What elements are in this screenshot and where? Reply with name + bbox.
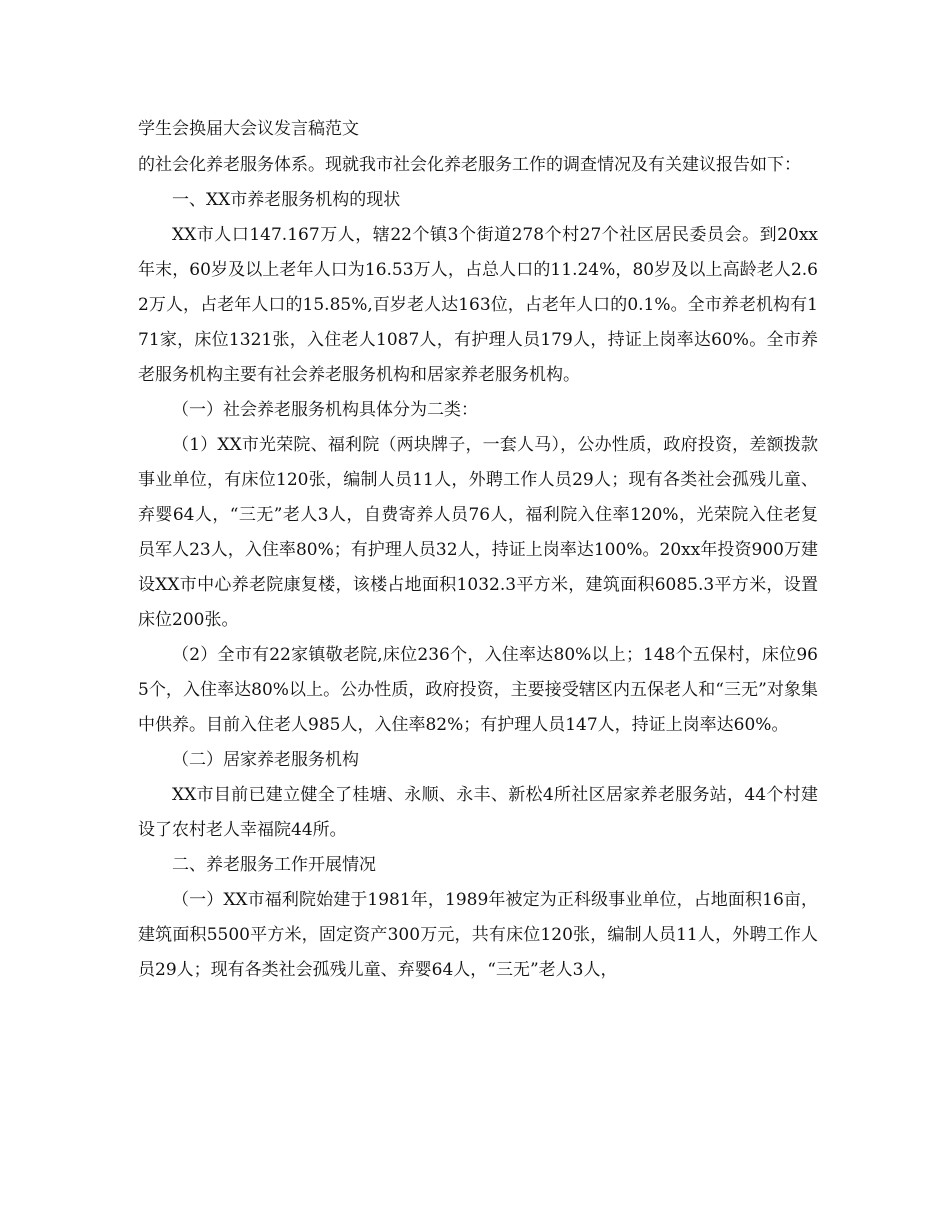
paragraph: （一）XX市福利院始建于1981年，1989年被定为正科级事业单位，占地面积16亩，建筑面积5500平方米，固定资产300万元，共有床位120张，编制人员11人，外聘工作人员29人；现有各类社会孤残儿童、弃婴64人，“三无”老人3人， — [138, 890, 818, 980]
paragraph: （1）XX市光荣院、福利院（两块牌子，一套人马），公办性质，政府投资，差额拨款事业单位，有床位120张，编制人员11人，外聘工作人员29人；现有各类社会孤残儿童、弃婴64人，“三无”老人3人，自费寄养人员76人，福利院入住率120%，光荣院入住老复员军人23人，入住率80%；有护理人员32人，持证上岗率达100%。20xx年投资900万建设XX市中心养老院康复楼，该楼占地面积1032.3平方米，建筑面积6085.3平方米，设置床位200张。 — [138, 435, 818, 630]
paragraph: 二、养老服务工作开展情况 — [172, 855, 376, 875]
paragraph: （一）社会养老服务机构具体分为二类： — [172, 400, 478, 420]
document-title: 学生会换届大会议发言稿范文 — [138, 119, 359, 139]
paragraph: 一、XX市养老服务机构的现状 — [172, 190, 401, 210]
paragraph: （2）全市有22家镇敬老院,床位236个，入住率达80%以上；148个五保村，床位965个，入住率达80%以上。公办性质，政府投资，主要接受辖区内五保老人和“三无”对象集中供养。目前入住老人985人，入住率82%；有护理人员147人，持证上岗率达60%。 — [138, 645, 818, 735]
document-body — [138, 148, 818, 988]
paragraph: XX市目前已建立健全了桂塘、永顺、永丰、新松4所社区居家养老服务站，44个村建设了农村老人幸福院44所。 — [138, 785, 818, 840]
paragraph: （二）居家养老服务机构 — [172, 750, 359, 770]
paragraph: 的社会化养老服务体系。现就我市社会化养老服务工作的调查情况及有关建议报告如下： — [138, 155, 801, 175]
paragraph: XX市人口147.167万人，辖22个镇3个街道278个村27个社区居民委员会。到20xx年末，60岁及以上老年人口为16.53万人，占总人口的11.24%，80岁及以上高龄老人2.62万人，占老年人口的15.85%,百岁老人达163位，占老年人口的0.1%。全市养老机构有171家，床位1321张，入住老人1087人，有护理人员179人，持证上岗率达60%。全市养老服务机构主要有社会养老服务机构和居家养老服务机构。 — [138, 225, 818, 385]
